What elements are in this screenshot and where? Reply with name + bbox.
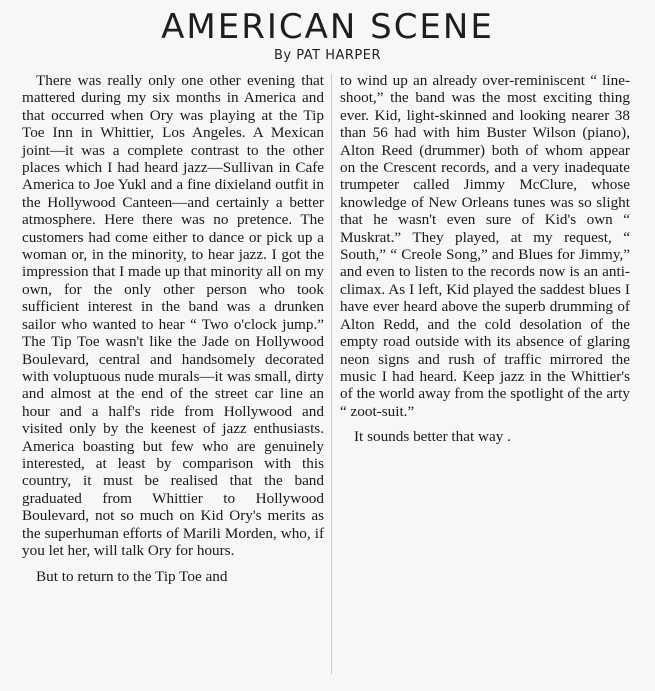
left-column (22, 72, 324, 586)
paragraph-left-2: But to return to the Tip Toe and (36, 568, 228, 586)
article-byline (0, 48, 655, 63)
byline-author: PAT HARPER (296, 48, 382, 63)
paragraph-right-1: to wind up an already over-reminiscent “ line-shoot,” the band was the most exciting thing ever. Kid, light-skinned and looking nearer 38 than 56 had with him Buster Wilson (piano), Alton Reed (drummer) both of whom appear on the Crescent records, and a very inadequate trumpeter called Jimmy McClure, whose knowledge of New Orleans tunes was so slight that he wasn't even sure of Kid's own “ Muskrat.” They played, at my request, “ South,” “ Creole Song,” and Blues for Jimmy,” and even to listen to the records now is an anti-climax. As I left, Kid played the saddest blues I have ever heard above the superb drumming of Alton Redd, and the cold desolation of the empty road outside with its absence of glaring neon signs and rush of traffic mirrored the music I had heard. Keep jazz in the Whittier's of the world away from the spotlight of the arty “ zoot-suit.” (340, 72, 630, 420)
article-headline: AMERICAN SCENE (161, 7, 494, 47)
paragraph-right-2: It sounds better that way . (354, 428, 511, 446)
byline-prefix: By (273, 48, 292, 63)
paragraph-left-1: There was really only one other evening that mattered during my six months in America and that occurred when Ory was playing at the Tip Toe Inn in Whittier, Los Angeles. A Mexican joint—it was a complete contrast to the other places which I had heard jazz—Sullivan in Cafe America to Joe Yukl and a fine dixieland outfit in the Hollywood Canteen—and certainly a better atmosphere. Here there was no pretence. The customers had come either to dance or pick up a woman or, in the minority, to hear jazz. I got the impression that I made up that minority all on my own, for the only other person who took sufficient interest in the band was a drunken sailor who wanted to hear “ Two o'clock jump.” The Tip Toe wasn't like the Jade on Hollywood Boulevard, central and handsomely decorated with voluptuous nude murals—it was small, dirty and almost at the end of the street car line an hour and a half's ride from Hollywood and visited only by the keenest of jazz enthusiasts. America boasting but few who are genuinely interested, at least by comparison with this country, it must be realised that the band graduated from Whittier to Hollywood Boulevard, not so much on Kid Ory's merits as the superhuman efforts of Marili Morden, who, if you let her, will talk Ory for hours. (22, 72, 324, 559)
column-divider (331, 74, 332, 674)
right-column (340, 72, 630, 446)
